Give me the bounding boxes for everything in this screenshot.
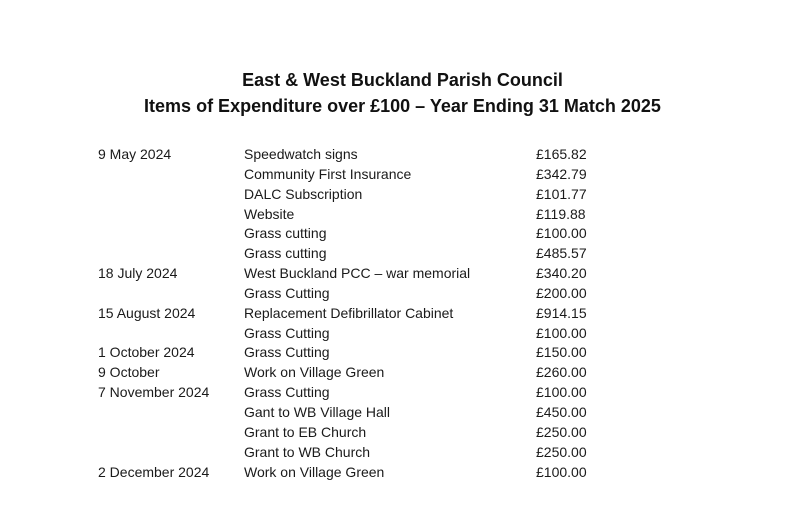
expenditure-row xyxy=(0,165,805,185)
row-amount: £165.82 xyxy=(536,146,587,162)
row-item: Grant to WB Church xyxy=(244,443,371,460)
row-date: 15 August 2024 xyxy=(98,304,196,321)
row-amount: £260.00 xyxy=(536,364,587,381)
row-amount: £100.00 xyxy=(536,324,587,341)
document-title: East & West Buckland Parish Council xyxy=(242,70,563,90)
row-amount: £450.00 xyxy=(536,403,587,420)
expenditure-row xyxy=(0,403,805,423)
row-amount: £340.20 xyxy=(536,265,587,282)
row-item: Work on Village Green xyxy=(244,364,385,381)
row-item: Grant to EB Church xyxy=(244,423,367,440)
expenditure-row xyxy=(0,423,805,443)
row-item: Website xyxy=(244,205,295,222)
row-amount: £485.57 xyxy=(536,245,587,262)
row-item: DALC Subscription xyxy=(244,185,363,202)
row-amount: £250.00 xyxy=(536,443,587,460)
expenditure-row xyxy=(0,463,805,483)
row-item: Grass Cutting xyxy=(244,284,330,301)
row-date: 7 November 2024 xyxy=(98,384,210,401)
expenditure-row xyxy=(0,244,805,264)
row-amount: £119.88 xyxy=(536,205,586,222)
row-amount: £100.00 xyxy=(536,384,587,401)
row-date: 18 July 2024 xyxy=(98,265,178,282)
expenditure-row xyxy=(0,343,805,363)
expenditure-row xyxy=(0,224,805,244)
row-item: Work on Village Green xyxy=(244,463,385,480)
row-item: Gant to WB Village Hall xyxy=(244,403,391,420)
row-item: West Buckland PCC – war memorial xyxy=(244,265,471,282)
row-amount: £342.79 xyxy=(536,165,587,182)
expenditure-list xyxy=(0,145,805,482)
expenditure-row xyxy=(0,205,805,225)
row-date: 9 May 2024 xyxy=(98,146,172,162)
row-date: 9 October xyxy=(98,364,160,381)
expenditure-row xyxy=(0,324,805,344)
expenditure-row xyxy=(0,145,805,165)
row-amount: £914.15 xyxy=(536,304,587,321)
row-amount: £100.00 xyxy=(536,463,587,480)
expenditure-row xyxy=(0,363,805,383)
row-item: Grass Cutting xyxy=(244,384,330,401)
row-date: 2 December 2024 xyxy=(98,463,210,480)
row-item: Speedwatch signs xyxy=(244,146,358,162)
row-date: 1 October 2024 xyxy=(98,344,195,361)
row-amount: £250.00 xyxy=(536,423,587,440)
expenditure-row xyxy=(0,443,805,463)
row-item: Grass cutting xyxy=(244,245,327,262)
expenditure-row xyxy=(0,264,805,284)
row-item: Replacement Defibrillator Cabinet xyxy=(244,304,454,321)
row-item: Grass Cutting xyxy=(244,324,330,341)
row-amount: £101.77 xyxy=(536,185,587,202)
row-amount: £150.00 xyxy=(536,344,587,361)
expenditure-row xyxy=(0,185,805,205)
expenditure-row xyxy=(0,383,805,403)
expenditure-row xyxy=(0,284,805,304)
row-amount: £200.00 xyxy=(536,284,587,301)
row-item: Grass cutting xyxy=(244,225,327,242)
document-subtitle: Items of Expenditure over £100 – Year Ending 31 Match 2025 xyxy=(144,96,661,116)
expenditure-row xyxy=(0,304,805,324)
row-item: Community First Insurance xyxy=(244,165,412,182)
row-item: Grass Cutting xyxy=(244,344,330,361)
row-amount: £100.00 xyxy=(536,225,587,242)
